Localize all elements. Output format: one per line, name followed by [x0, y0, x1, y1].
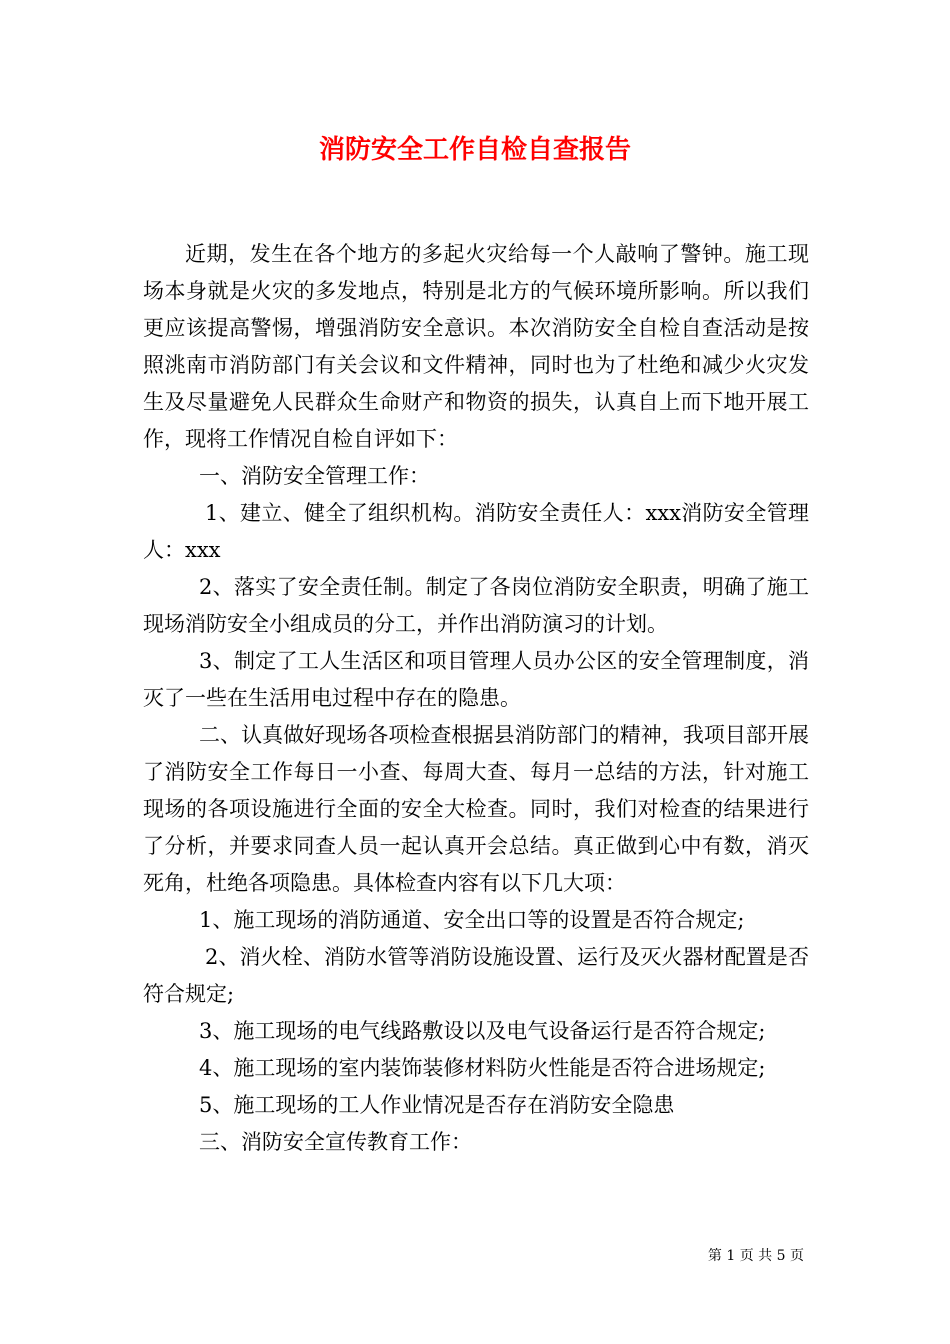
document-body — [143, 236, 809, 1161]
intro-paragraph: 近期，发生在各个地方的多起火灾给每一个人敲响了警钟。施工现场本身就是火灾的多发地点，特别是北方的气候环境所影响。所以我们更应该提高警惕，增强消防安全意识。本次消防安全自检自查活动是按照洮南市消防部门有关会议和文件精神，同时也为了杜绝和减少火灾发生及尽量避免人民群众生命财产和物资的损失，认真自上而下地开展工作，现将工作情况自检自评如下： — [143, 242, 809, 451]
list-item: 2、落实了安全责任制。制定了各岗位消防安全职责，明确了施工现场消防安全小组成员的分工，并作出消防演习的计划。 — [143, 575, 809, 636]
list-item: 1、施工现场的消防通道、安全出口等的设置是否符合规定; — [199, 908, 745, 932]
list-item: 2、消火栓、消防水管等消防设施设置、运行及灭火器材配置是否符合规定; — [143, 945, 809, 1006]
list-item: 3、制定了工人生活区和项目管理人员办公区的安全管理制度，消灭了一些在生活用电过程中存在的隐患。 — [143, 649, 809, 710]
list-item: 1、建立、健全了组织机构。消防安全责任人：xxx消防安全管理人：xxx — [143, 501, 809, 562]
section-heading-1: 一、消防安全管理工作： — [199, 464, 430, 488]
list-item: 5、施工现场的工人作业情况是否存在消防安全隐患 — [199, 1093, 675, 1117]
section-heading-2-paragraph: 二、认真做好现场各项检查根据县消防部门的精神，我项目部开展了消防安全工作每日一小查、每周大查、每月一总结的方法，针对施工现场的各项设施进行全面的安全大检查。同时，我们对检查的结果进行了分析，并要求同查人员一起认真开会总结。真正做到心中有数，消灭死角，杜绝各项隐患。具体检查内容有以下几大项： — [143, 723, 809, 895]
section-heading-3: 三、消防安全宣传教育工作： — [199, 1130, 472, 1154]
list-item: 3、施工现场的电气线路敷设以及电气设备运行是否符合规定; — [199, 1019, 766, 1043]
list-item: 4、施工现场的室内装饰装修材料防火性能是否符合进场规定; — [199, 1056, 766, 1080]
document-title: 消防安全工作自检自查报告 — [318, 135, 631, 165]
page-number: 第 1 页 共 5 页 — [707, 1248, 804, 1264]
